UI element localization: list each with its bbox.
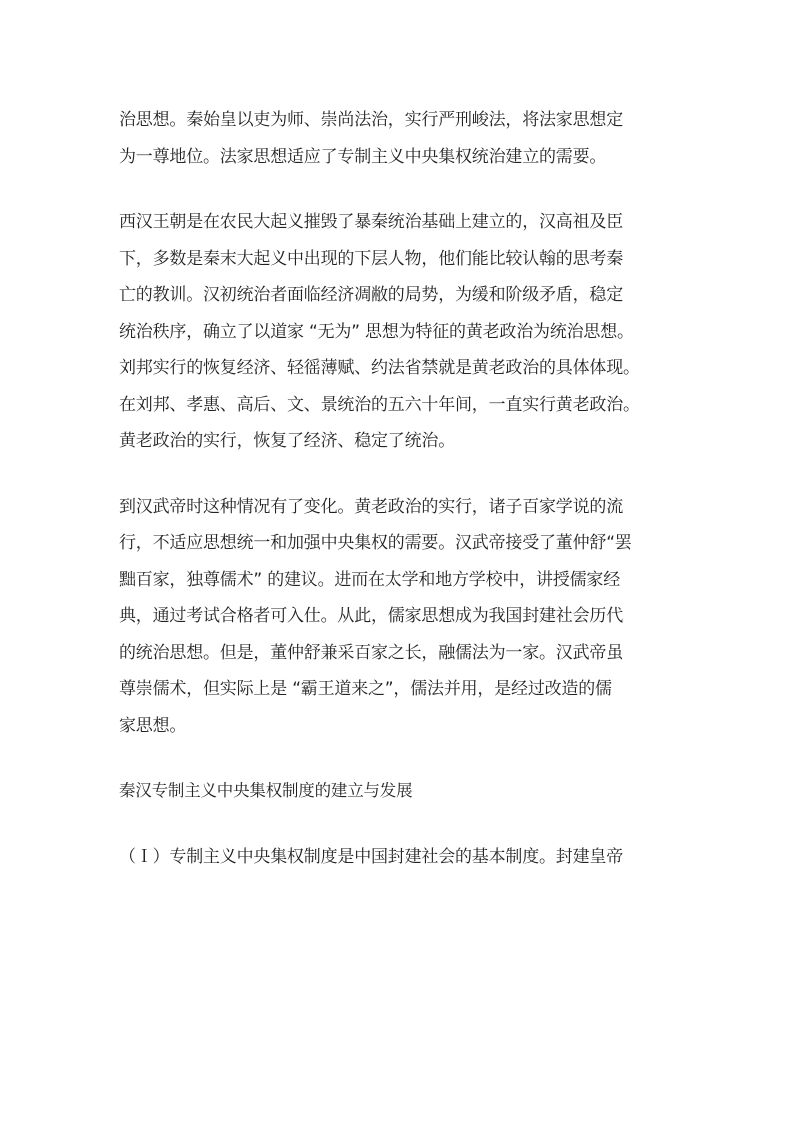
section-heading [119, 773, 679, 810]
text-line: 统治秩序，确立了以道家 “无为” 思想为特征的黄老政治为统治思想。 [119, 321, 634, 342]
text-line: 为一尊地位。法家思想适应了专制主义中央集权统治建立的需要。 [119, 146, 607, 167]
text-line: 尊崇儒术，但实际上是 “霸王道来之”，儒法并用，是经过改造的儒 [119, 679, 612, 699]
text-line: 治思想。秦始皇以吏为师、崇尚法治，实行严刑峻法，将法家思想定 [119, 110, 623, 130]
text-line: 黜百家，独尊儒术” 的建议。进而在太学和地方学校中，讲授儒家经 [119, 569, 621, 590]
paragraph-legalism [119, 102, 679, 175]
text-line: 家思想。 [119, 715, 187, 736]
text-line: 行，不适应思想统一和加强中央集权的需要。汉武帝接受了董仲舒“罢 [119, 533, 632, 553]
text-line: 的统治思想。但是，董仲舒兼采百家之长，融儒法为一家。汉武帝虽 [119, 642, 623, 663]
heading-text: 秦汉专制主义中央集权制度的建立与发展 [119, 781, 413, 800]
paragraph-huang-lao [119, 204, 679, 460]
text-line: （Ｉ）专制主义中央集权制度是中国封建社会的基本制度。封建皇帝 [119, 846, 623, 867]
text-line: 刘邦实行的恢复经济、轻徭薄赋、约法省禁就是黄老政治的具体体现。 [119, 358, 640, 378]
paragraph-confucianism [119, 489, 679, 745]
text-line: 在刘邦、孝惠、高后、文、景统治的五六十年间，一直实行黄老政治。 [119, 394, 640, 415]
paragraph-centralization [119, 839, 679, 876]
text-line: 下，多数是秦末大起义中出现的下层人物，他们能比较认翰的思考秦 [119, 248, 623, 269]
document-body [119, 102, 679, 875]
text-line: 黄老政治的实行，恢复了经济、稳定了统治。 [119, 431, 455, 451]
text-line: 亡的教训。汉初统治者面临经济凋敝的局势，为缓和阶级矛盾，稳定 [119, 285, 623, 305]
text-line: 典，通过考试合格者可入仕。从此，儒家思想成为我国封建社会历代 [119, 606, 623, 626]
text-line: 到汉武帝时这种情况有了变化。黄老政治的实行，诸子百家学说的流 [119, 496, 623, 517]
text-line: 西汉王朝是在农民大起义摧毁了暴秦统治基础上建立的，汉高祖及臣 [119, 212, 623, 232]
